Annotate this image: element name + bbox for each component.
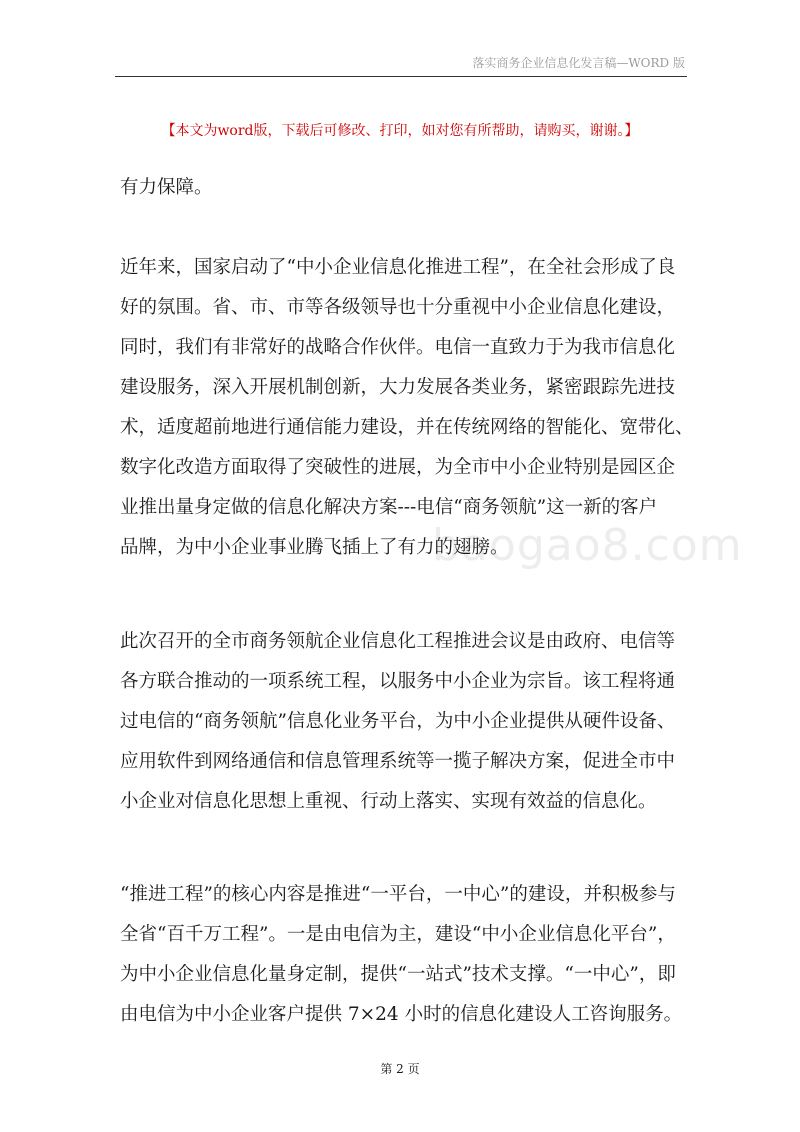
paragraph-line: 由电信为中小企业客户提供 7×24 小时的信息化建设人工咨询服务。: [120, 1004, 683, 1025]
paragraph-line: 小企业对信息化思想上重视、行动上落实、实现有效益的信息化。: [120, 791, 657, 812]
paragraph-line: 此次召开的全市商务领航企业信息化工程推进会议是由政府、电信等: [120, 631, 676, 652]
header-divider: [115, 76, 687, 77]
paragraph-line: 品牌，为中小企业事业腾飞插上了有力的翅膀。: [120, 537, 509, 558]
paragraph-line: 业推出量身定做的信息化解决方案---电信“商务领航”这一新的客户: [120, 497, 658, 518]
paragraph-line: 术，适度超前地进行通信能力建设，并在传统网络的智能化、宽带化、: [120, 417, 694, 438]
paragraph-line: 数字化改造方面取得了突破性的进展，为全市中小企业特别是园区企: [120, 457, 676, 478]
download-notice: 【本文为word版，下载后可修改、打印，如对您有所帮助，请购买，谢谢。】: [161, 123, 639, 139]
paragraph-1: [120, 168, 688, 208]
paragraph-3: [120, 622, 688, 822]
paragraph-line: “推进工程”的核心内容是推进“一平台，一中心”的建设，并积极参与: [120, 884, 676, 905]
paragraph-line: 同时，我们有非常好的战略合作伙伴。电信一直致力于为我市信息化: [120, 337, 676, 358]
paragraph-line: 好的氛围。省、市、市等各级领导也十分重视中小企业信息化建设，: [120, 297, 676, 318]
paragraph-line: 近年来，国家启动了“中小企业信息化推进工程”，在全社会形成了良: [120, 257, 676, 278]
page-number: 第 2 页: [380, 1062, 420, 1076]
paragraph-2: [120, 248, 694, 568]
watermark-text: baogao8.com: [432, 520, 743, 571]
paragraph-line: 各方联合推动的一项系统工程，以服务中小企业为宗旨。该工程将通: [120, 671, 676, 692]
paragraph-line: 为中小企业信息化量身定制，提供“一站式”技术支撑。“一中心”，即: [120, 964, 676, 985]
document-header-title: 落实商务企业信息化发言稿—WORD 版: [472, 56, 685, 70]
paragraph-line: 建设服务，深入开展机制创新，大力发展各类业务，紧密跟踪先进技: [120, 377, 676, 398]
paragraph-line: 应用软件到网络通信和信息管理系统等一揽子解决方案，促进全市中: [120, 751, 676, 772]
paragraph-line: 全省“百千万工程”。一是由电信为主，建设“中小企业信息化平台”，: [120, 924, 676, 945]
paragraph-4: [120, 875, 688, 1035]
paragraph-line: 有力保障。: [120, 177, 213, 198]
paragraph-line: 过电信的“商务领航”信息化业务平台，为中小企业提供从硬件设备、: [120, 711, 676, 732]
